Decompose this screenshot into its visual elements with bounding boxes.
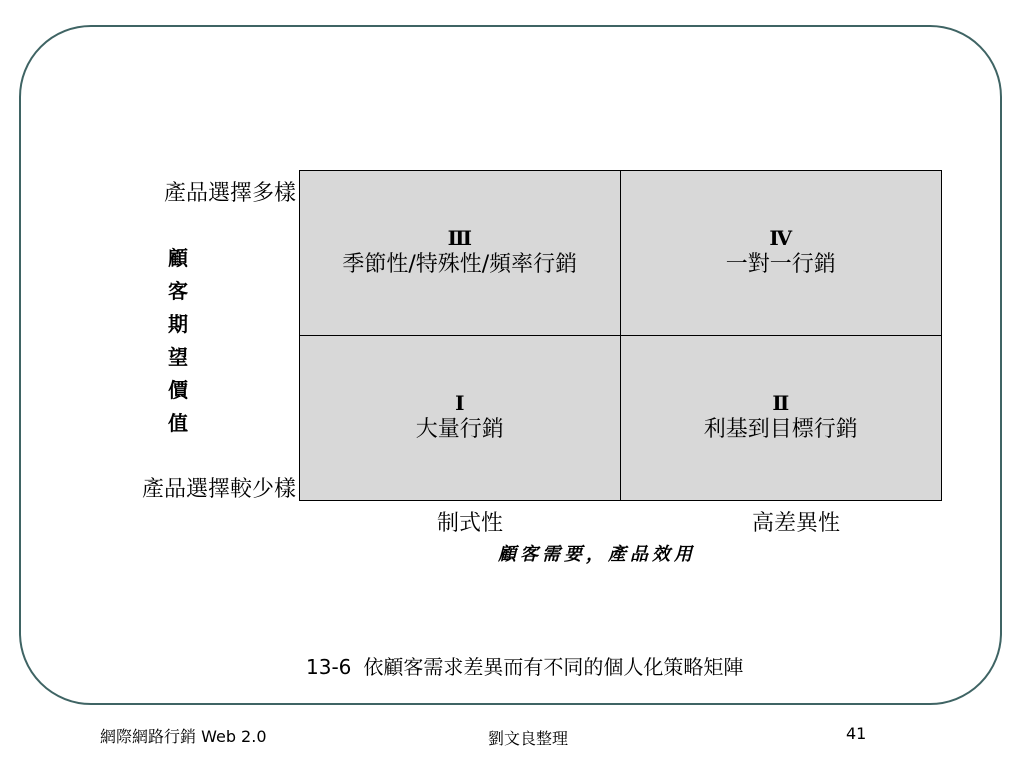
y-axis-title-char: 價 (168, 378, 188, 402)
y-axis-title-char: 值 (168, 411, 188, 435)
figure-caption (306, 651, 743, 680)
figure-number: 13-6 (306, 655, 352, 679)
quadrant-label: 一對一行銷 (725, 251, 836, 277)
quadrant-numeral: Ⅳ (769, 225, 793, 250)
footer-author: 劉文良整理 (488, 729, 569, 748)
quadrant-bottom-right (621, 336, 942, 501)
y-axis-title-char: 顧 (168, 246, 188, 270)
y-axis-title-char: 客 (168, 279, 188, 303)
footer-page-number: 41 (846, 724, 867, 743)
footer-course-title: 網際網路行銷 Web 2.0 (100, 727, 267, 746)
x-axis-right-text: 高差異性 (751, 511, 841, 536)
y-axis-title-char: 期 (168, 312, 188, 336)
y-axis-bottom-label: 產品選擇較少樣 (141, 477, 296, 502)
quadrant-bottom-left (300, 336, 621, 501)
y-axis-top-label: 產品選擇多樣 (163, 181, 296, 206)
quadrant-numeral: Ⅱ (772, 390, 790, 415)
quadrant-label: 季節性/特殊性/頻率行銷 (342, 251, 578, 277)
quadrant-numeral: Ⅰ (455, 390, 465, 415)
quadrant-label: 大量行銷 (415, 416, 504, 442)
quadrant-top-left (300, 171, 621, 336)
quadrant-numeral: Ⅲ (447, 225, 472, 250)
y-axis-title (168, 242, 188, 440)
x-axis-left-text: 制式性 (436, 511, 504, 536)
y-axis-title-char: 望 (168, 345, 188, 369)
quadrant-label: 利基到目標行銷 (703, 416, 858, 442)
quadrant-top-right (621, 171, 942, 336)
x-axis-title: 顧客需要，產品效用 (498, 544, 696, 565)
strategy-matrix (299, 170, 942, 501)
figure-caption-text: 依顧客需求差異而有不同的個人化策略矩陣 (363, 655, 744, 679)
